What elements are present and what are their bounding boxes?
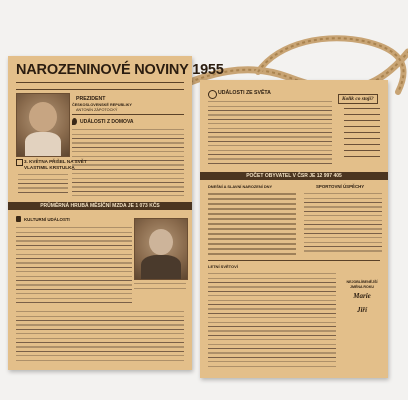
president-line1: ČESKOSLOVENSKÉ REPUBLIKY — [72, 103, 132, 107]
elder-clothes — [141, 255, 181, 279]
popular-names-panel — [342, 280, 382, 314]
newspaper-title: NAROZENINOVÉ NOVINY 1955 — [16, 62, 224, 78]
map-pin-icon — [72, 118, 77, 125]
world-events-text — [208, 100, 332, 164]
sport-text — [304, 192, 382, 252]
summer-heading: LETNÍ SVĚTOVÍ — [208, 264, 238, 269]
home-events-text — [72, 128, 184, 196]
summer-text — [208, 272, 336, 368]
section-rule-bottom — [208, 260, 380, 261]
dateline-rule — [16, 89, 184, 90]
baby-face — [29, 102, 57, 132]
elder-photo — [134, 218, 188, 280]
culture-icon — [16, 216, 21, 222]
names-line-2: JMÉNA ROKU — [349, 285, 375, 289]
photo-caption — [134, 282, 186, 292]
bottom-text — [16, 310, 184, 362]
president-line2: ANTONÍN ZÁPOTOCKÝ — [76, 108, 118, 112]
population-band: POČET OBYVATEL V ČSR JE 12 997 405 — [200, 172, 388, 180]
baby-photo — [16, 93, 70, 157]
greeting-text — [18, 173, 68, 195]
greeting-line-1: 3. KVĚTNA PŘIŠEL NA SVĚT — [24, 159, 87, 164]
elder-face — [149, 229, 173, 255]
popular-girl-name: Marie — [353, 292, 371, 300]
greeting-line-2: VLASTIMIL KRSTULKA — [24, 165, 75, 170]
births-heading: DNEŠNÍ A SLAVNÍ NAROZENÍ DNY — [208, 184, 273, 189]
section-rule — [72, 114, 184, 115]
globe-icon — [208, 90, 217, 99]
births-list — [208, 192, 296, 256]
newspaper-back-page — [200, 80, 388, 378]
average-wage-band: PRŮMĚRNÁ HRUBÁ MĚSÍČNÍ MZDA JE 1 073 KČS — [8, 202, 192, 210]
president-heading: PREZIDENT — [76, 96, 106, 102]
home-events-heading: UDÁLOSTI Z DOMOVA — [80, 119, 134, 125]
baby-clothes — [25, 132, 61, 156]
culture-heading: KULTURNÍ UDÁLOSTI — [24, 217, 70, 222]
names-line-1: NEJOBLÍBENĚJŠÍ — [346, 280, 378, 284]
popular-boy-name: Jiří — [356, 306, 368, 314]
sport-heading: SPORTOVNÍ ÚSPĚCHY — [316, 184, 365, 189]
gift-icon — [16, 159, 23, 166]
prices-panel — [336, 92, 382, 166]
world-events-heading: UDÁLOSTI ZE SVĚTA — [218, 90, 271, 96]
prices-list — [344, 106, 380, 158]
culture-text — [16, 226, 132, 306]
prices-heading: Kolik co stojí? — [338, 94, 378, 104]
masthead-rule — [16, 82, 184, 83]
